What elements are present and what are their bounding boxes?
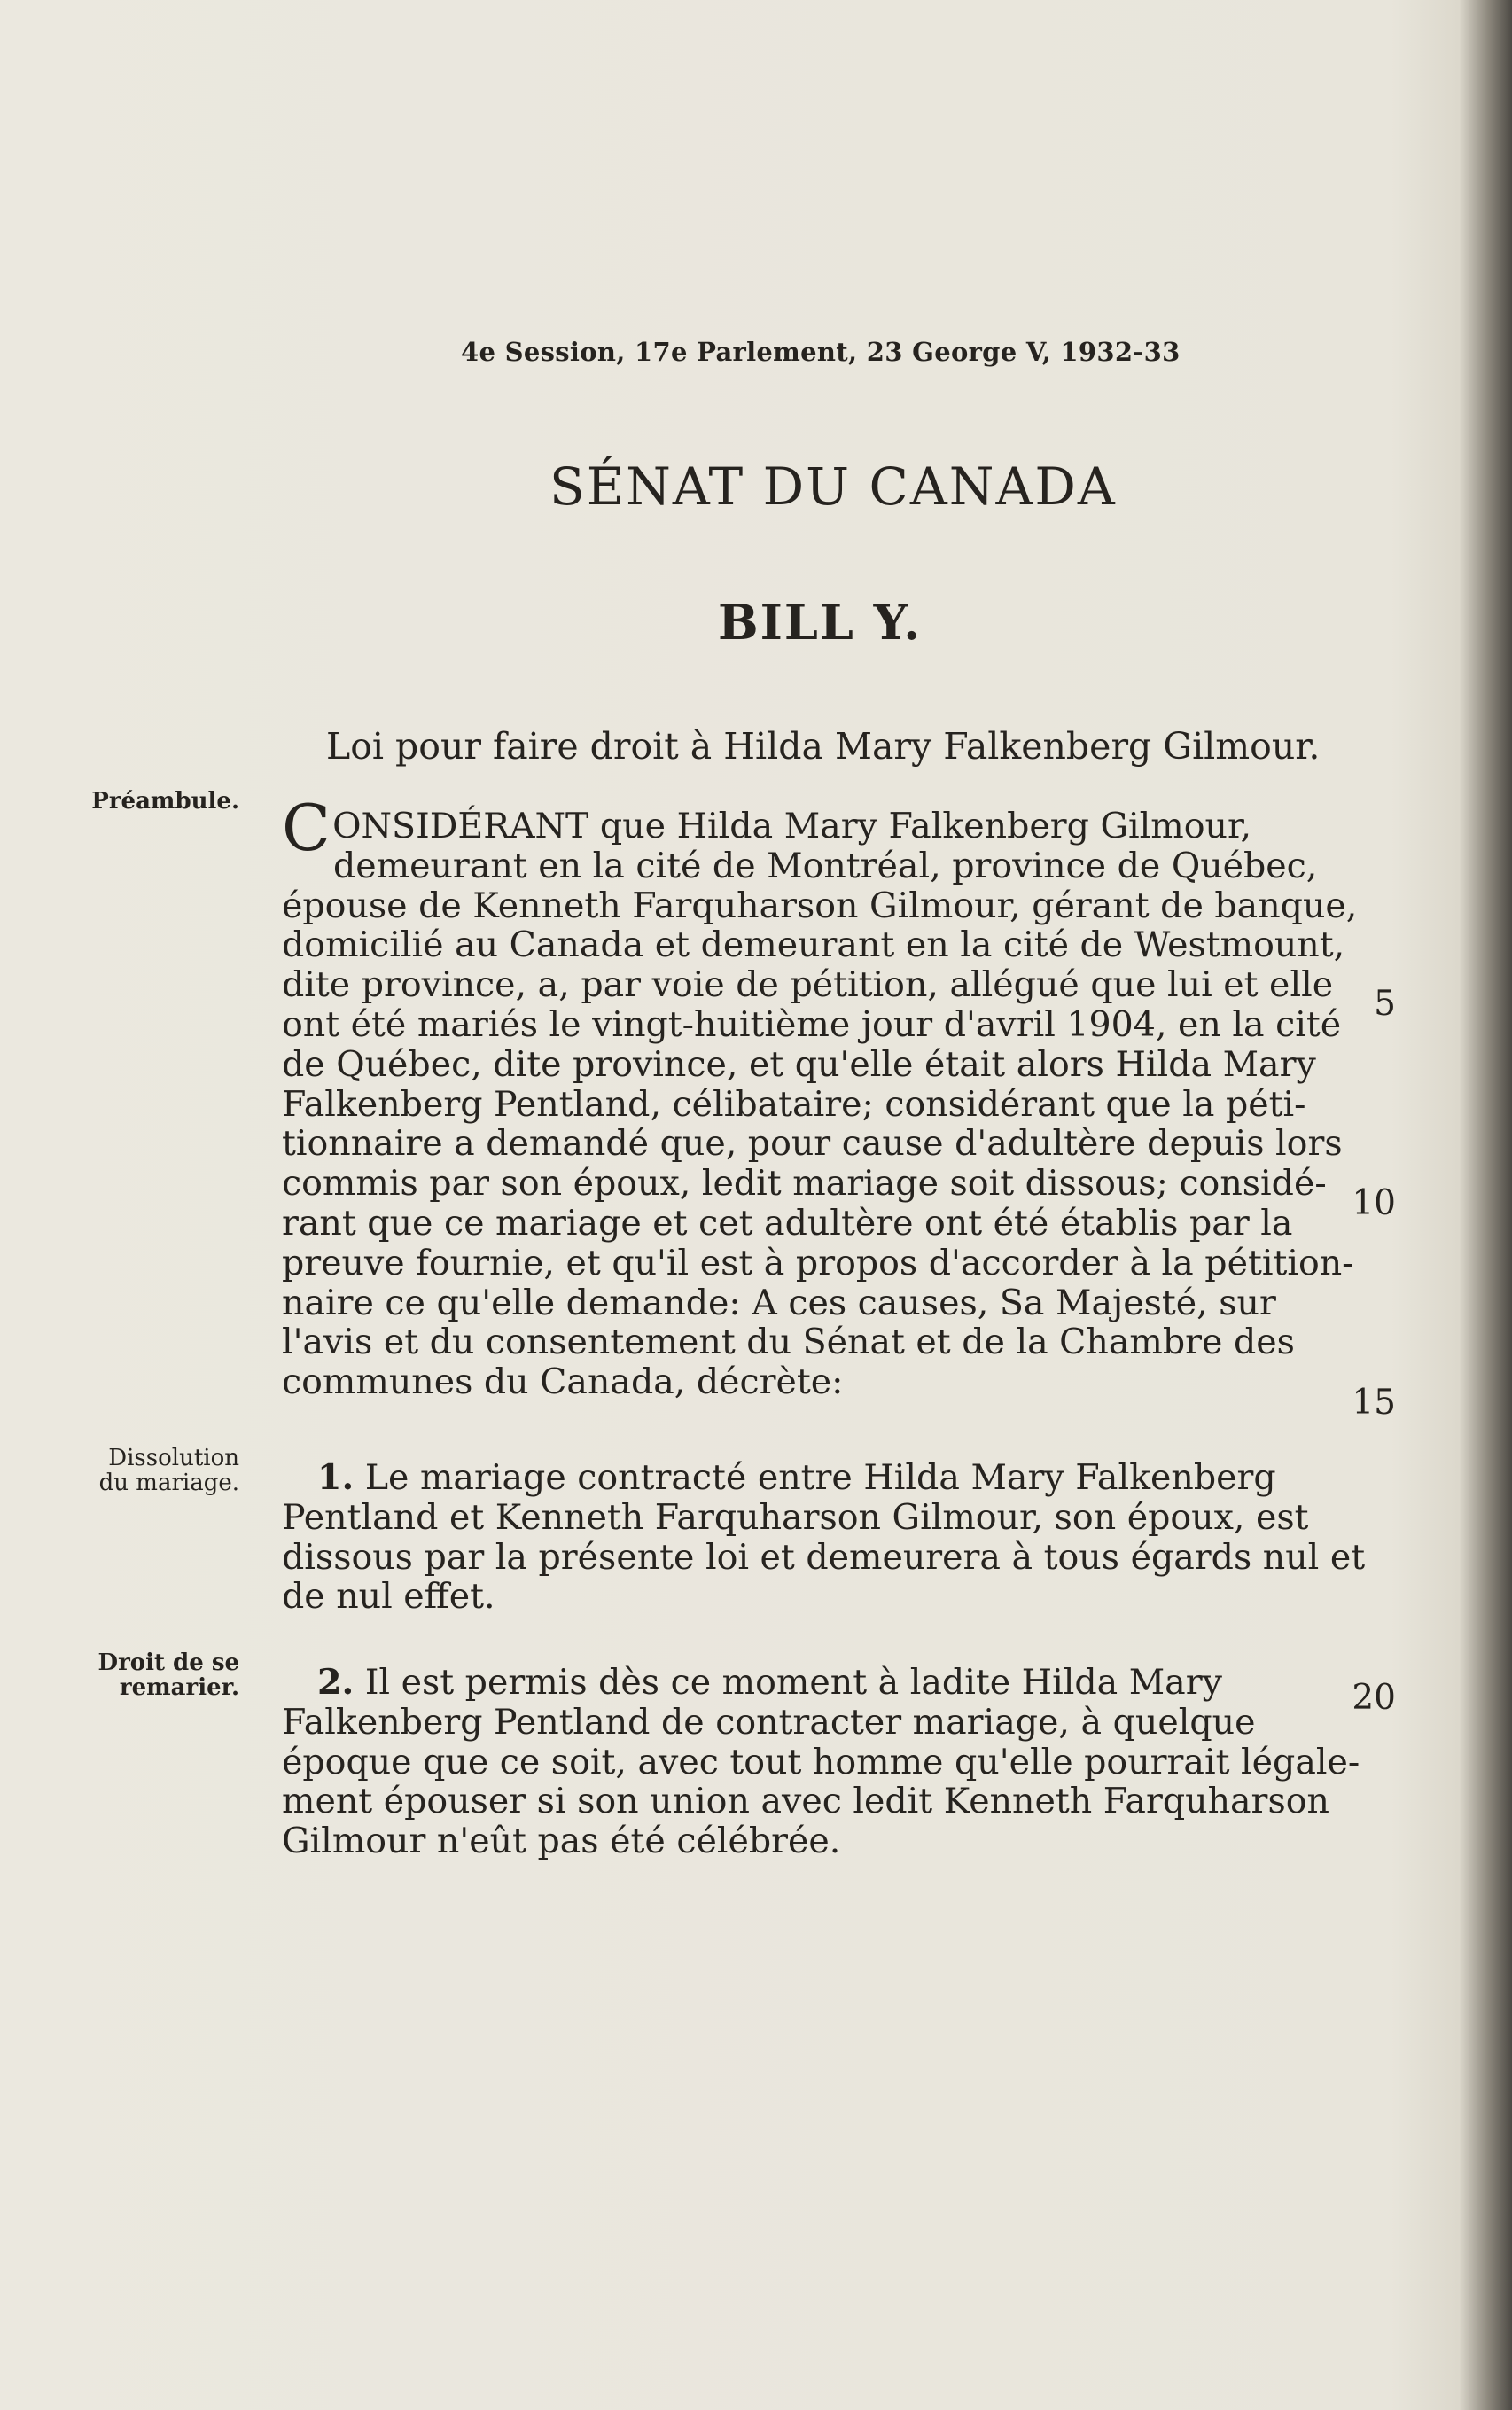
senate-title: SÉNAT DU CANADA <box>549 456 1117 517</box>
text-line: CONSIDÉRANT que Hilda Mary Falkenberg Gilmour, <box>282 791 1252 865</box>
article-number: 2. <box>317 1662 355 1703</box>
line-number: 10 <box>1352 1183 1396 1223</box>
margin-note-remarriage <box>80 1650 239 1700</box>
text-line: naire ce qu'elle demande: A ces causes, Sa Majesté, sur <box>282 1282 1276 1323</box>
bill-title: BILL Y. <box>718 594 923 651</box>
text-line: tionnaire a demandé que, pour cause d'adultère depuis lors <box>282 1123 1343 1165</box>
line-number: 15 <box>1352 1383 1396 1423</box>
margin-note-preamble <box>80 789 239 814</box>
text-line: de nul effet. <box>282 1576 495 1618</box>
line-number: 20 <box>1352 1678 1396 1718</box>
text-line: Gilmour n'eût pas été célébrée. <box>282 1821 841 1862</box>
margin-note-line: du mariage. <box>98 1470 239 1496</box>
text-line: preuve fournie, et qu'il est à propos d'accorder à la pétition- <box>282 1242 1354 1283</box>
margin-note-line: Droit de se <box>97 1650 239 1676</box>
text-line: communes du Canada, décrète: <box>282 1361 844 1403</box>
text-line: épouse de Kenneth Farquharson Gilmour, gérant de banque, <box>282 885 1358 926</box>
margin-note-preamble-text: Préambule. <box>91 788 239 815</box>
line-number: 5 <box>1374 984 1396 1024</box>
text-line: demeurant en la cité de Montréal, province de Québec, <box>333 845 1318 886</box>
text-line: ment épouser si son union avec ledit Kenneth Farquharson <box>282 1781 1329 1822</box>
article-2 <box>282 1662 1360 1862</box>
text-line: domicilié au Canada et demeurant en la cité de Westmount, <box>282 924 1345 966</box>
text-line: commis par son époux, ledit mariage soit dissous; considé- <box>282 1163 1327 1205</box>
text-line: Falkenberg Pentland, célibataire; considérant que la péti- <box>282 1083 1306 1125</box>
text-line: 1. Le mariage contracté entre Hilda Mary Falkenberg <box>317 1457 1276 1498</box>
preamble-paragraph <box>282 791 1358 1403</box>
text-line: 2. Il est permis dès ce moment à ladite Hilda Mary <box>317 1662 1222 1703</box>
session-header: 4e Session, 17e Parlement, 23 George V, 1932-33 <box>461 337 1181 367</box>
margin-note-line: remarier. <box>119 1674 239 1701</box>
text-line: dissous par la présente loi et demeurera à tous égards nul et <box>282 1536 1366 1578</box>
text-line: époque que ce soit, avec tout homme qu'elle pourrait légale- <box>282 1741 1360 1782</box>
bill-subtitle: Loi pour faire droit à Hilda Mary Falkenberg Gilmour. <box>326 725 1321 768</box>
margin-note-dissolution <box>80 1446 239 1495</box>
text-line: dite province, a, par voie de pétition, allégué que lui et elle <box>282 964 1334 1006</box>
text-line: de Québec, dite province, et qu'elle était alors Hilda Mary <box>282 1043 1316 1085</box>
text-line: rant que ce mariage et cet adultère ont été établis par la <box>282 1202 1293 1244</box>
margin-note-line: Dissolution <box>108 1445 239 1471</box>
article-number: 1. <box>317 1457 355 1498</box>
text-line: l'avis et du consentement du Sénat et de la Chambre des <box>282 1322 1295 1363</box>
drop-cap: C <box>282 791 331 865</box>
text-line: ont été mariés le vingt-huitième jour d'avril 1904, en la cité <box>282 1003 1342 1045</box>
text-line: Falkenberg Pentland de contracter mariage, à quelque <box>282 1701 1256 1743</box>
text-line: Pentland et Kenneth Farquharson Gilmour, son époux, est <box>282 1496 1309 1538</box>
article-1 <box>282 1457 1366 1618</box>
